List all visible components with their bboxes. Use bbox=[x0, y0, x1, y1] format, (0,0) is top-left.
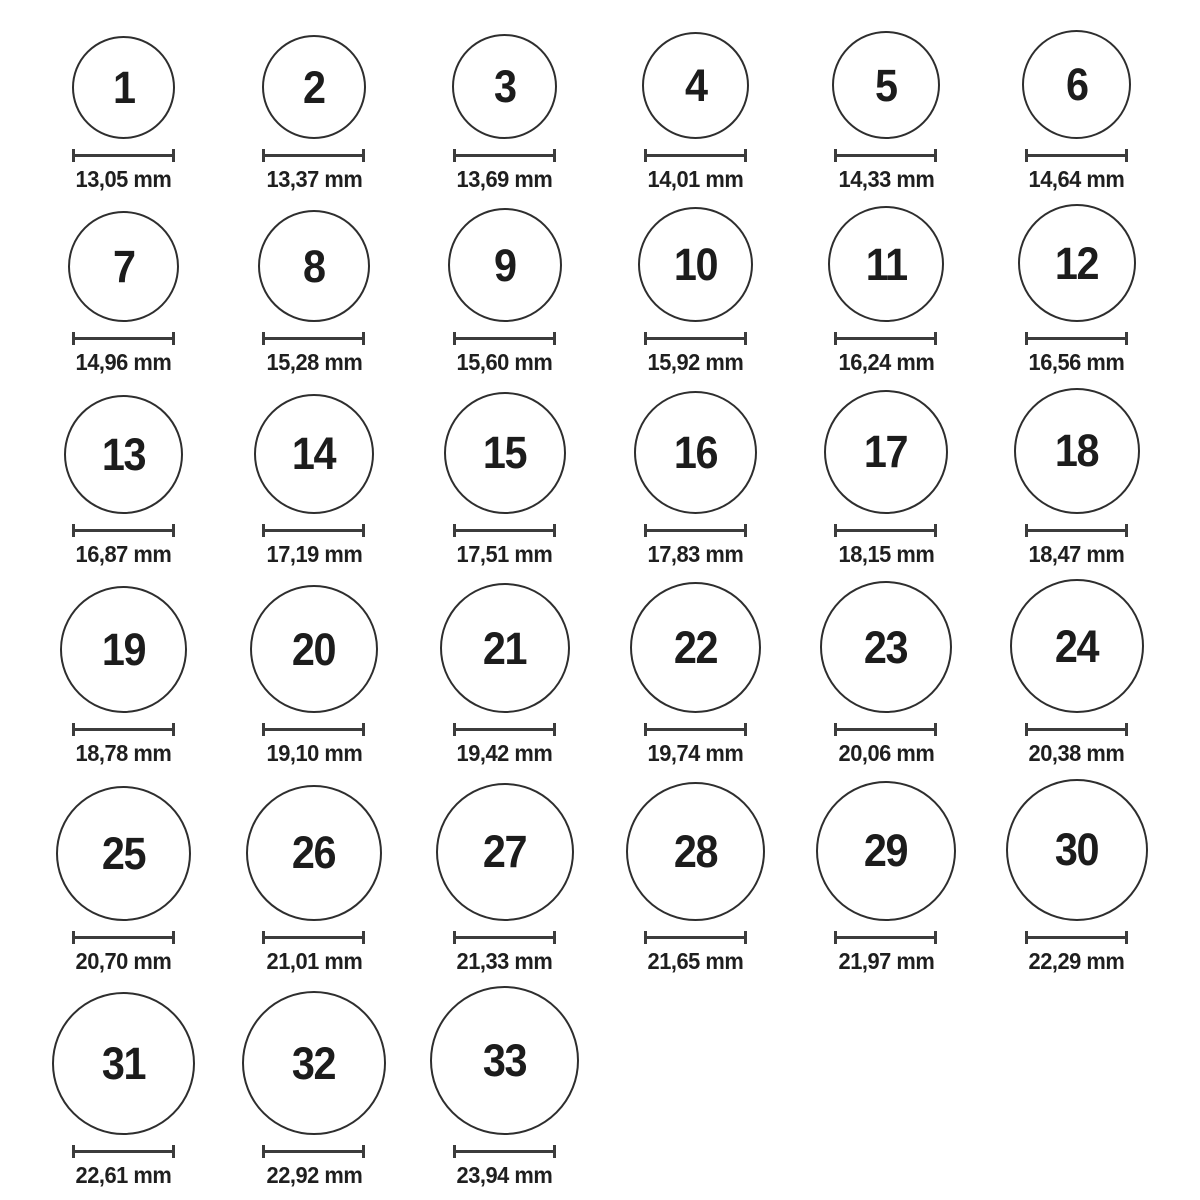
size-circle bbox=[642, 32, 749, 139]
diameter-dimension-line bbox=[72, 524, 175, 537]
dimension-bar bbox=[456, 728, 553, 731]
ring-size-cell bbox=[242, 991, 386, 1188]
diameter-label: 22,61 mm bbox=[75, 1162, 172, 1189]
diameter-dimension-line bbox=[1025, 332, 1128, 345]
ring-size-cell bbox=[250, 585, 378, 766]
dimension-bar bbox=[75, 529, 172, 532]
dimension-bar bbox=[75, 728, 172, 731]
ring-size-cell bbox=[452, 34, 557, 192]
diameter-dimension-line bbox=[72, 149, 175, 162]
ring-size-cell bbox=[820, 581, 952, 766]
diameter-label: 16,24 mm bbox=[838, 349, 934, 376]
ring-size-cell bbox=[638, 207, 753, 375]
ring-size-cell bbox=[642, 32, 749, 192]
diameter-label: 21,65 mm bbox=[647, 947, 744, 974]
ring-size-cell bbox=[258, 210, 370, 375]
size-number: 13 bbox=[101, 428, 145, 480]
diameter-dimension-line bbox=[262, 332, 365, 345]
diameter-label: 14,64 mm bbox=[1028, 166, 1125, 192]
ring-size-cell bbox=[824, 390, 948, 567]
dimension-bar bbox=[837, 728, 934, 731]
size-number: 8 bbox=[303, 240, 325, 292]
dimension-bar bbox=[75, 936, 172, 939]
diameter-label: 15,92 mm bbox=[647, 349, 744, 376]
diameter-label: 19,42 mm bbox=[456, 740, 553, 767]
size-number: 18 bbox=[1055, 425, 1099, 477]
ring-size-cell bbox=[634, 391, 757, 567]
size-circle bbox=[828, 206, 944, 322]
diameter-dimension-line bbox=[644, 149, 747, 162]
size-circle bbox=[832, 31, 940, 139]
size-number: 29 bbox=[864, 825, 908, 877]
diameter-dimension-line bbox=[834, 332, 937, 345]
diameter-dimension-line bbox=[72, 931, 175, 944]
diameter-dimension-line bbox=[72, 332, 175, 345]
diameter-dimension-line bbox=[644, 332, 747, 345]
size-circle bbox=[60, 586, 187, 713]
size-number: 31 bbox=[101, 1038, 145, 1090]
diameter-dimension-line bbox=[262, 723, 365, 736]
size-number: 27 bbox=[483, 826, 527, 878]
diameter-label: 23,94 mm bbox=[456, 1162, 553, 1189]
dimension-bar bbox=[837, 936, 934, 939]
size-number: 21 bbox=[483, 622, 527, 674]
diameter-dimension-line bbox=[644, 931, 747, 944]
size-number: 26 bbox=[292, 827, 336, 879]
ring-size-cell bbox=[1006, 779, 1148, 974]
size-number: 1 bbox=[112, 62, 135, 113]
dimension-bar bbox=[1028, 728, 1125, 731]
size-number: 15 bbox=[483, 427, 527, 479]
size-number: 6 bbox=[1065, 59, 1088, 110]
diameter-dimension-line bbox=[834, 149, 937, 162]
diameter-label: 16,87 mm bbox=[75, 540, 172, 567]
dimension-bar bbox=[456, 154, 553, 157]
size-circle bbox=[52, 992, 195, 1135]
size-circle bbox=[630, 582, 761, 713]
ring-size-cell bbox=[1010, 579, 1144, 766]
ring-size-cell bbox=[1014, 388, 1140, 567]
size-number: 17 bbox=[864, 426, 908, 478]
diameter-dimension-line bbox=[72, 1145, 175, 1158]
ring-size-cell bbox=[440, 583, 570, 766]
size-number: 12 bbox=[1055, 237, 1099, 289]
dimension-bar bbox=[837, 337, 934, 340]
size-circle bbox=[258, 210, 370, 322]
ring-size-cell bbox=[60, 586, 187, 766]
diameter-dimension-line bbox=[453, 332, 556, 345]
ring-size-cell bbox=[816, 781, 956, 974]
diameter-dimension-line bbox=[72, 723, 175, 736]
diameter-label: 20,38 mm bbox=[1028, 740, 1125, 767]
size-number: 25 bbox=[101, 827, 145, 879]
size-number: 19 bbox=[101, 624, 145, 676]
dimension-bar bbox=[647, 529, 744, 532]
size-circle bbox=[440, 583, 570, 713]
size-number: 33 bbox=[483, 1035, 527, 1087]
diameter-label: 21,33 mm bbox=[456, 947, 553, 974]
diameter-label: 14,01 mm bbox=[647, 166, 744, 192]
size-circle bbox=[68, 211, 179, 322]
size-number: 30 bbox=[1055, 824, 1099, 876]
dimension-bar bbox=[265, 1150, 362, 1153]
ring-size-cell bbox=[1018, 204, 1136, 375]
size-number: 4 bbox=[684, 60, 707, 111]
dimension-bar bbox=[456, 1150, 553, 1153]
dimension-bar bbox=[837, 529, 934, 532]
diameter-dimension-line bbox=[453, 723, 556, 736]
dimension-bar bbox=[1028, 936, 1125, 939]
ring-size-cell bbox=[68, 211, 179, 375]
diameter-label: 18,78 mm bbox=[75, 740, 172, 767]
size-circle bbox=[1010, 579, 1144, 713]
dimension-bar bbox=[647, 337, 744, 340]
size-number: 7 bbox=[112, 241, 135, 293]
dimension-bar bbox=[837, 154, 934, 157]
size-circle bbox=[254, 394, 374, 514]
dimension-bar bbox=[75, 337, 172, 340]
ring-size-cell bbox=[52, 992, 195, 1188]
diameter-label: 21,97 mm bbox=[838, 947, 934, 974]
size-number: 23 bbox=[864, 621, 908, 673]
size-number: 14 bbox=[292, 428, 336, 480]
diameter-dimension-line bbox=[262, 1145, 365, 1158]
dimension-bar bbox=[456, 936, 553, 939]
diameter-label: 19,10 mm bbox=[266, 740, 362, 767]
size-circle bbox=[638, 207, 753, 322]
size-circle bbox=[1006, 779, 1148, 921]
dimension-bar bbox=[265, 337, 362, 340]
diameter-dimension-line bbox=[1025, 149, 1128, 162]
diameter-label: 20,70 mm bbox=[75, 947, 172, 974]
ring-size-cell bbox=[436, 783, 574, 974]
diameter-label: 21,01 mm bbox=[266, 947, 362, 974]
size-circle bbox=[64, 395, 183, 514]
dimension-bar bbox=[1028, 154, 1125, 157]
size-circle bbox=[1022, 30, 1131, 139]
diameter-label: 15,60 mm bbox=[456, 349, 553, 376]
dimension-bar bbox=[647, 728, 744, 731]
size-circle bbox=[72, 36, 175, 139]
ring-size-cell bbox=[72, 36, 175, 192]
ring-size-cell bbox=[444, 392, 566, 567]
diameter-label: 22,92 mm bbox=[266, 1162, 362, 1189]
size-circle bbox=[246, 785, 382, 921]
size-circle bbox=[1018, 204, 1136, 322]
diameter-dimension-line bbox=[453, 1145, 556, 1158]
diameter-dimension-line bbox=[453, 931, 556, 944]
size-circle bbox=[242, 991, 386, 1135]
size-circle bbox=[262, 35, 366, 139]
diameter-label: 13,37 mm bbox=[266, 166, 362, 192]
dimension-bar bbox=[265, 936, 362, 939]
dimension-bar bbox=[265, 529, 362, 532]
size-number: 24 bbox=[1055, 620, 1099, 672]
ring-size-cell bbox=[448, 208, 562, 375]
diameter-label: 20,06 mm bbox=[838, 740, 934, 767]
size-number: 28 bbox=[673, 825, 717, 877]
size-number: 10 bbox=[673, 239, 717, 291]
ring-size-cell bbox=[262, 35, 366, 192]
ring-size-cell bbox=[626, 782, 765, 974]
size-circle bbox=[452, 34, 557, 139]
size-circle bbox=[626, 782, 765, 921]
ring-size-cell bbox=[828, 206, 944, 375]
size-circle bbox=[820, 581, 952, 713]
dimension-bar bbox=[647, 936, 744, 939]
dimension-bar bbox=[1028, 337, 1125, 340]
diameter-label: 18,15 mm bbox=[838, 540, 934, 567]
size-circle bbox=[444, 392, 566, 514]
diameter-label: 13,69 mm bbox=[456, 166, 553, 192]
diameter-dimension-line bbox=[1025, 524, 1128, 537]
diameter-dimension-line bbox=[453, 524, 556, 537]
ring-size-cell bbox=[832, 31, 940, 192]
size-circle bbox=[56, 786, 191, 921]
size-circle bbox=[634, 391, 757, 514]
size-number: 5 bbox=[875, 59, 897, 111]
dimension-bar bbox=[265, 154, 362, 157]
diameter-label: 17,19 mm bbox=[266, 540, 362, 567]
diameter-label: 17,51 mm bbox=[456, 540, 553, 567]
dimension-bar bbox=[265, 728, 362, 731]
diameter-label: 22,29 mm bbox=[1028, 947, 1125, 974]
size-circle bbox=[430, 986, 579, 1135]
diameter-dimension-line bbox=[262, 524, 365, 537]
size-number: 32 bbox=[292, 1037, 336, 1089]
dimension-bar bbox=[456, 337, 553, 340]
ring-size-cell bbox=[64, 395, 183, 567]
diameter-label: 18,47 mm bbox=[1028, 540, 1125, 567]
size-circle bbox=[250, 585, 378, 713]
diameter-dimension-line bbox=[644, 723, 747, 736]
diameter-dimension-line bbox=[1025, 723, 1128, 736]
ring-size-cell bbox=[254, 394, 374, 567]
ring-size-cell bbox=[246, 785, 382, 974]
dimension-bar bbox=[75, 154, 172, 157]
size-number: 20 bbox=[292, 623, 336, 675]
diameter-label: 17,83 mm bbox=[647, 540, 744, 567]
diameter-label: 13,05 mm bbox=[75, 166, 172, 192]
diameter-dimension-line bbox=[834, 524, 937, 537]
diameter-label: 16,56 mm bbox=[1028, 349, 1125, 376]
size-circle bbox=[436, 783, 574, 921]
dimension-bar bbox=[75, 1150, 172, 1153]
size-number: 3 bbox=[493, 61, 516, 112]
size-circle bbox=[816, 781, 956, 921]
size-number: 11 bbox=[865, 238, 907, 290]
size-number: 9 bbox=[493, 239, 516, 291]
diameter-dimension-line bbox=[644, 524, 747, 537]
diameter-dimension-line bbox=[1025, 931, 1128, 944]
diameter-label: 15,28 mm bbox=[266, 349, 362, 376]
ring-size-cell bbox=[630, 582, 761, 766]
diameter-label: 14,33 mm bbox=[838, 166, 934, 192]
size-number: 22 bbox=[673, 622, 717, 674]
dimension-bar bbox=[1028, 529, 1125, 532]
diameter-dimension-line bbox=[262, 931, 365, 944]
size-circle bbox=[448, 208, 562, 322]
diameter-label: 19,74 mm bbox=[647, 740, 744, 767]
ring-size-cell bbox=[56, 786, 191, 974]
size-circle bbox=[1014, 388, 1140, 514]
diameter-dimension-line bbox=[262, 149, 365, 162]
diameter-dimension-line bbox=[453, 149, 556, 162]
diameter-dimension-line bbox=[834, 723, 937, 736]
diameter-label: 14,96 mm bbox=[75, 349, 172, 376]
diameter-dimension-line bbox=[834, 931, 937, 944]
dimension-bar bbox=[456, 529, 553, 532]
size-number: 2 bbox=[303, 61, 325, 113]
ring-size-cell bbox=[430, 986, 579, 1188]
size-circle bbox=[824, 390, 948, 514]
ring-size-cell bbox=[1022, 30, 1131, 192]
size-number: 16 bbox=[673, 426, 717, 478]
dimension-bar bbox=[647, 154, 744, 157]
